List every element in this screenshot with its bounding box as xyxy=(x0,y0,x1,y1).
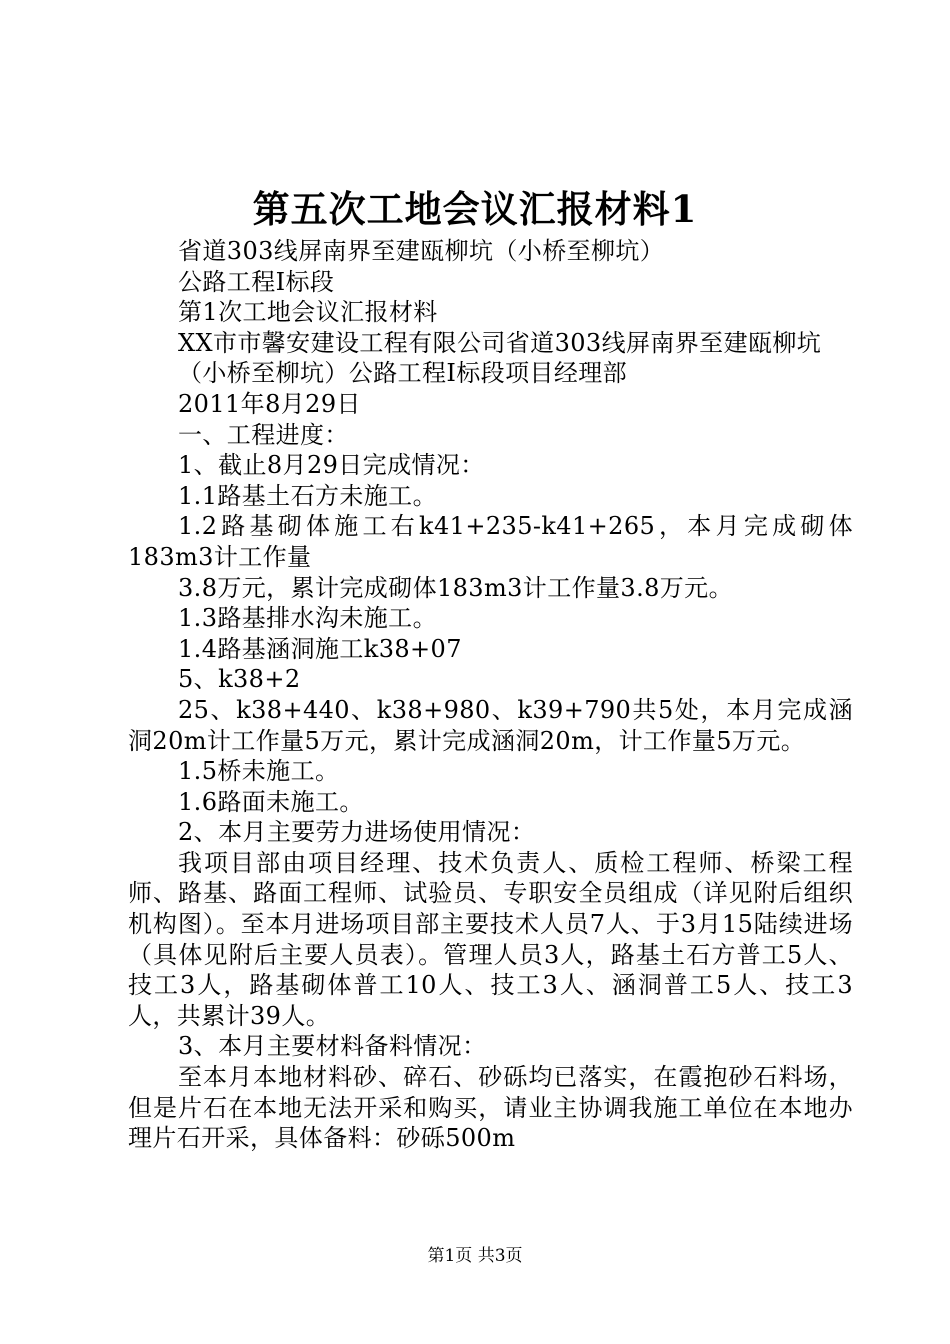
item-1-5: 1.5桥未施工。 xyxy=(178,757,340,786)
subheading-materials: 3、本月主要材料备料情况： xyxy=(178,1032,487,1061)
page-footer: 第1页 共3页 xyxy=(427,1246,523,1266)
document-body xyxy=(128,236,853,1154)
paragraph-materials-detail: 至本月本地材料砂、碎石、砂砾均已落实，在霞抱砂石料场，但是片石在本地无法开采和购买，请业主协调我施工单位在本地办理片石开采，具体备料：砂砾500m xyxy=(128,1063,853,1153)
subheading-labor: 2、本月主要劳力进场使用情况： xyxy=(178,818,536,847)
item-1-6: 1.6路面未施工。 xyxy=(178,787,364,816)
paragraph-company: XX市市馨安建设工程有限公司省道303线屏南界至建瓯柳坑 xyxy=(178,328,822,357)
document-title: 第五次工地会议汇报材料1 xyxy=(252,187,698,231)
item-1-4-cont: 5、k38+2 xyxy=(178,665,301,694)
paragraph-section: 公路工程Ⅰ标段 xyxy=(178,267,335,296)
subheading-completion: 1、截止8月29日完成情况： xyxy=(178,451,485,480)
item-1-2-cont: 3.8万元，累计完成砌体183m3计工作量3.8万元。 xyxy=(178,573,733,602)
paragraph-report-title: 第1次工地会议汇报材料 xyxy=(178,298,438,327)
item-1-3: 1.3路基排水沟未施工。 xyxy=(178,604,437,633)
paragraph-labor-detail: 我项目部由项目经理、技术负责人、质检工程师、桥梁工程师、路基、路面工程师、试验员、专职安全员组成（详见附后组织机构图）。至本月进场项目部主要技术人员7人、于3月15陆续进场（具体见附后主要人员表）。管理人员3人，路基土石方普工5人、技工3人，路基砌体普工10人、技工3人、涵洞普工5人、技工3人，共累计39人。 xyxy=(128,848,853,1030)
paragraph-date: 2011年8月29日 xyxy=(178,389,361,418)
item-1-4: 1.4路基涵洞施工k38+07 xyxy=(178,634,462,663)
item-1-2: 1.2路基砌体施工右k41+235-k41+265，本月完成砌体183m3计工作量 xyxy=(128,512,853,571)
paragraph-department: （小桥至柳坑）公路工程Ⅰ标段项目经理部 xyxy=(178,359,628,388)
heading-progress: 一、工程进度： xyxy=(178,420,349,449)
paragraph-road-name: 省道303线屏南界至建瓯柳坑（小桥至柳坑） xyxy=(178,237,665,265)
item-1-4-detail: 25、k38+440、k38+980、k39+790共5处，本月完成涵洞20m计工作量5万元，累计完成涵洞20m，计工作量5万元。 xyxy=(128,695,853,755)
item-1-1: 1.1路基土石方未施工。 xyxy=(178,481,437,510)
